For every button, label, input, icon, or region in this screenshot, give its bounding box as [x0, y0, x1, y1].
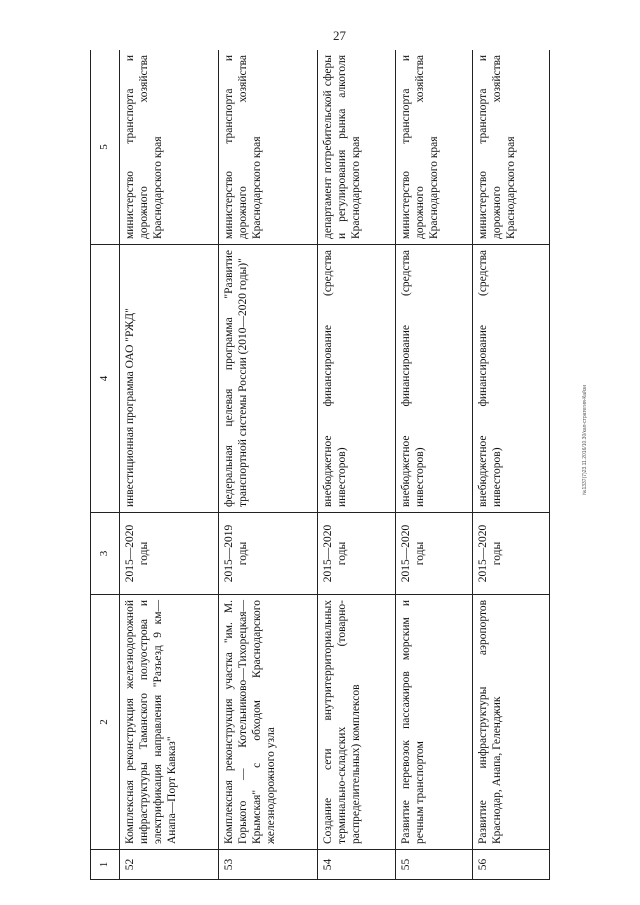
responsible-body: министерство транспорта и дорожного хозяйства Краснодарского края — [219, 50, 318, 245]
responsible-body: департамент потребительской сферы и регулирования рынка алкоголя Краснодарского края — [318, 50, 395, 245]
row-number: 53 — [219, 850, 318, 880]
page-number: 27 — [333, 28, 346, 43]
table-row — [395, 50, 472, 880]
period: 2015—2020 годы — [119, 513, 218, 595]
side-note-text: №1337(7)23.11.2016/10.30/кап-стратегия-Кайзи — [582, 385, 588, 495]
period: 2015—2020 годы — [395, 513, 472, 595]
project-name: Создание сети внутритерриториальных терминально-складских (товарно-распределительных) комплексов — [318, 595, 395, 850]
project-name: Комплексная реконструкция участка "им. М. Горького — Котельниково—Тихорецкая—Крымская" с обходом Краснодарского железнодорожного узла — [219, 595, 318, 850]
side-note — [578, 210, 592, 670]
table-row — [318, 50, 395, 880]
row-number: 55 — [395, 850, 472, 880]
rotated-table-wrapper — [90, 50, 550, 880]
table-row — [219, 50, 318, 880]
funding-source: федеральная целевая программа "Развитие транспортной системы России (2010—2020 годы)" — [219, 245, 318, 513]
responsible-body: министерство транспорта и дорожного хозяйства Краснодарского края — [395, 50, 472, 245]
funding-source: инвестиционная программа ОАО "РЖД" — [119, 245, 218, 513]
header-cell-4: 4 — [91, 245, 120, 513]
responsible-body: министерство транспорта и дорожного хозяйства Краснодарского края — [472, 50, 549, 245]
funding-source: внебюджетное финансирование (средства инвесторов) — [318, 245, 395, 513]
project-name: Развитие перевозок пассажиров морским и речным транспортом — [395, 595, 472, 850]
header-cell-3: 3 — [91, 513, 120, 595]
period: 2015—2020 годы — [472, 513, 549, 595]
header-cell-2: 2 — [91, 595, 120, 850]
table-row — [472, 50, 549, 880]
funding-source: внебюджетное финансирование (средства инвесторов) — [395, 245, 472, 513]
responsible-body: министерство транспорта и дорожного хозяйства Краснодарского края — [119, 50, 218, 245]
row-number: 54 — [318, 850, 395, 880]
funding-source: внебюджетное финансирование (средства инвесторов) — [472, 245, 549, 513]
period: 2015—2019 годы — [219, 513, 318, 595]
data-table — [90, 50, 550, 880]
row-number: 52 — [119, 850, 218, 880]
header-cell-5: 5 — [91, 50, 120, 245]
table-row — [119, 50, 218, 880]
period: 2015—2020 годы — [318, 513, 395, 595]
project-name: Развитие инфраструктуры аэропортов Краснодар, Анапа, Геленджик — [472, 595, 549, 850]
table-frame — [90, 50, 550, 880]
project-name: Комплексная реконструкция железнодорожной инфраструктуры Таманского полуострова и электрификация направления "Разъезд 9 км—Анапа—Порт Кавказ" — [119, 595, 218, 850]
table-header-row — [91, 50, 120, 880]
header-cell-1: 1 — [91, 850, 120, 880]
row-number: 56 — [472, 850, 549, 880]
